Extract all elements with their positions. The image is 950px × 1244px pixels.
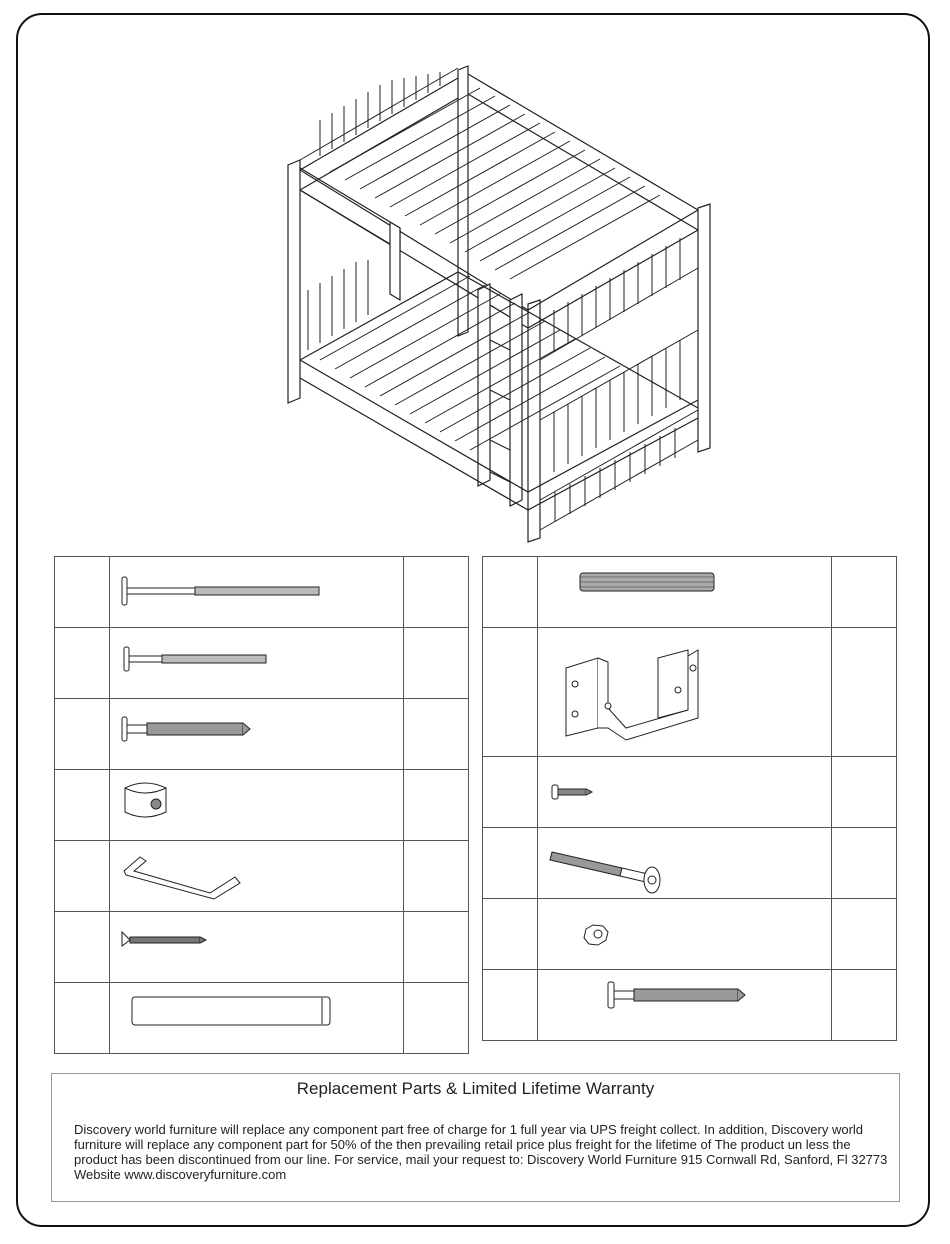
part-image-cell (110, 841, 404, 912)
part-image-cell (110, 699, 404, 770)
part-row (483, 899, 897, 970)
part-quantity-cell (832, 828, 897, 899)
part-row (55, 770, 469, 841)
part-number-cell (55, 841, 110, 912)
small-screw-icon (538, 757, 831, 828)
part-number-cell (55, 557, 110, 628)
part-row (55, 557, 469, 628)
part-row (55, 841, 469, 912)
part-row (55, 699, 469, 770)
part-row (483, 828, 897, 899)
medium-bolt-icon (110, 628, 403, 699)
part-number-cell (483, 628, 538, 757)
part-image-cell (538, 970, 832, 1041)
part-number-cell (55, 983, 110, 1054)
part-row (55, 628, 469, 699)
part-quantity-cell (832, 628, 897, 757)
part-image-cell (110, 557, 404, 628)
part-quantity-cell (404, 699, 469, 770)
part-image-cell (110, 628, 404, 699)
part-row (483, 628, 897, 757)
part-image-cell (538, 828, 832, 899)
warranty-title: Replacement Parts & Limited Lifetime Warranty (296, 1079, 655, 1098)
part-number-cell (483, 757, 538, 828)
long-bolt-icon (110, 557, 403, 628)
part-number-cell (55, 628, 110, 699)
part-quantity-cell (404, 983, 469, 1054)
part-image-cell (110, 770, 404, 841)
lag-screw-icon (110, 699, 403, 770)
part-number-cell (55, 770, 110, 841)
part-quantity-cell (832, 557, 897, 628)
part-row (55, 983, 469, 1054)
hex-nut-icon (538, 899, 831, 970)
part-image-cell (538, 557, 832, 628)
part-quantity-cell (832, 757, 897, 828)
part-number-cell (483, 970, 538, 1041)
wood-slat-block-icon (110, 983, 403, 1054)
part-quantity-cell (404, 841, 469, 912)
part-number-cell (483, 899, 538, 970)
allen-wrench-icon (110, 841, 403, 912)
part-image-cell (538, 899, 832, 970)
dowel-icon (538, 557, 831, 628)
part-quantity-cell (832, 899, 897, 970)
hex-socket-bolt-icon (538, 828, 831, 899)
part-image-cell (110, 983, 404, 1054)
parts-table-left (54, 556, 469, 1054)
u-bracket-icon (538, 628, 831, 757)
parts-table-right (482, 556, 897, 1041)
part-quantity-cell (832, 970, 897, 1041)
barrel-nut-icon (110, 770, 403, 841)
part-number-cell (483, 557, 538, 628)
part-image-cell (110, 912, 404, 983)
bunk-bed-illustration (270, 60, 720, 545)
part-quantity-cell (404, 557, 469, 628)
part-quantity-cell (404, 770, 469, 841)
part-number-cell (55, 699, 110, 770)
part-quantity-cell (404, 912, 469, 983)
warranty-body: Discovery world furniture will replace any component part free of charge for 1 full year via UPS freight collect. In addition, Discovery world furniture will replace any component part for 50% of the then prevailing retail price plus freight for the lifetime of The product un less the product has been discontinued from our line. For service, mail your request to: Discovery World Furniture 915 Cornwall Rd, Sanford, Fl 32773 Website www.discoveryfurniture.com (74, 1122, 888, 1182)
part-image-cell (538, 757, 832, 828)
part-row (483, 970, 897, 1041)
part-row (55, 912, 469, 983)
part-row (483, 557, 897, 628)
part-quantity-cell (404, 628, 469, 699)
part-row (483, 757, 897, 828)
long-lag-screw-icon (538, 970, 831, 1041)
wood-screw-icon (110, 912, 403, 983)
part-number-cell (55, 912, 110, 983)
part-number-cell (483, 828, 538, 899)
warranty-box (51, 1073, 900, 1202)
part-image-cell (538, 628, 832, 757)
